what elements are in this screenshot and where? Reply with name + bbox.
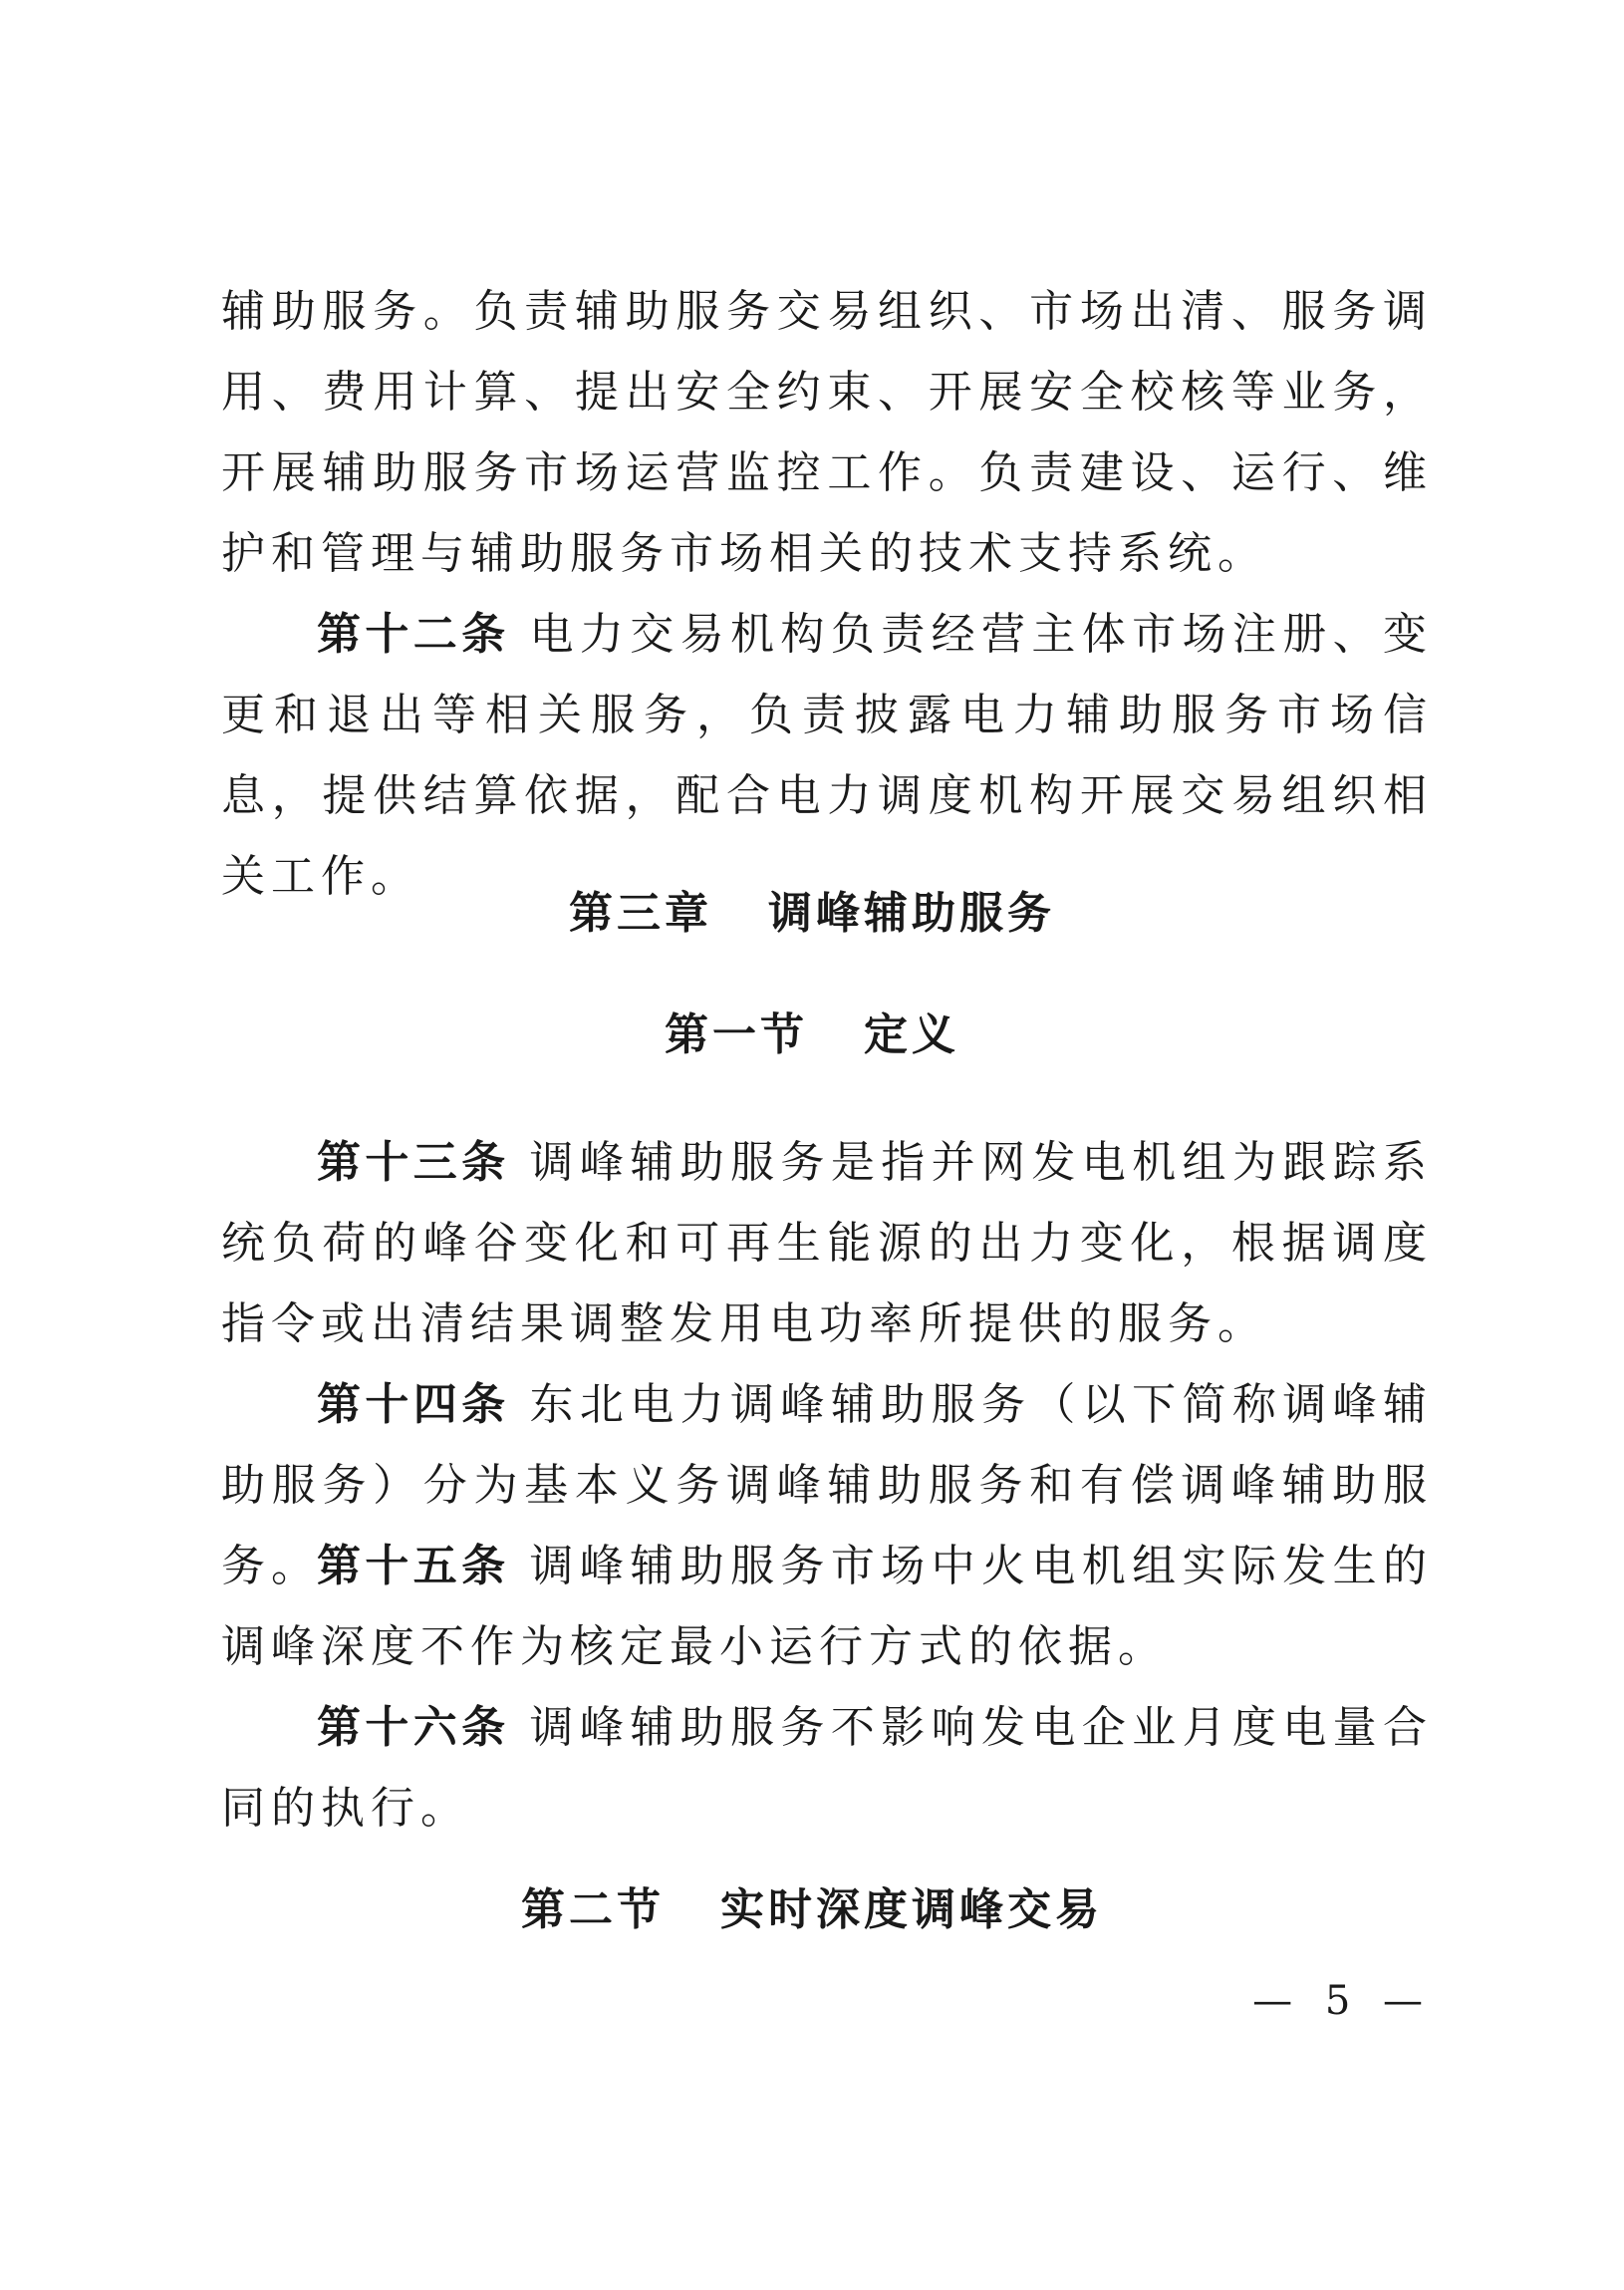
section-title: 定义 — [864, 1009, 959, 1060]
article-text: 调峰辅助服务不影响发电企业月度电量合同的执行。 — [221, 1702, 1434, 1834]
article-number: 第十四条 — [317, 1379, 510, 1430]
article-text: 调峰辅助服务市场中火电机组实际发生的调峰深度不作为核定最小运行方式的依据。 — [221, 1541, 1434, 1672]
article-text: 电力交易机构负责经营主体市场注册、变更和退出等相关服务，负责披露电力辅助服务市场信息，提供结算依据，配合电力调度机构开展交易组织相关工作。 — [221, 609, 1434, 902]
section-number: 第一节 — [665, 1009, 808, 1060]
chapter-title: 调峰辅助服务 — [768, 888, 1055, 939]
chapter-number: 第三章 — [569, 888, 712, 939]
chapter-heading — [0, 877, 1624, 941]
article-13 — [221, 1122, 1433, 1364]
article-number: 第十六条 — [317, 1702, 510, 1753]
paragraph-continuation — [221, 271, 1433, 594]
section-title: 实时深度调峰交易 — [720, 1884, 1103, 1935]
article-number: 第十五条 — [317, 1541, 510, 1591]
article-text: 东北电力调峰辅助服务（以下简称调峰辅助服务）分为基本义务调峰辅助服务和有偿调峰辅助服务。 — [221, 1379, 1434, 1591]
paragraph-text: 辅助服务。负责辅助服务交易组织、市场出清、服务调用、费用计算、提出安全约束、开展安全校核等业务，开展辅助服务市场运营监控工作。负责建设、运行、维护和管理与辅助服务市场相关的技术支持系统。 — [221, 286, 1433, 579]
article-12 — [221, 594, 1433, 917]
article-15 — [221, 1526, 1433, 1687]
article-16 — [221, 1687, 1433, 1849]
article-number: 第十二条 — [317, 609, 510, 660]
section-number: 第二节 — [521, 1884, 665, 1935]
section-heading-1 — [0, 999, 1624, 1062]
section-heading-2 — [0, 1873, 1624, 1937]
article-number: 第十三条 — [317, 1137, 510, 1188]
page-number: — 5 — — [1252, 1978, 1433, 2024]
article-text: 调峰辅助服务是指并网发电机组为跟踪系统负荷的峰谷变化和可再生能源的出力变化，根据调度指令或出清结果调整发用电功率所提供的服务。 — [221, 1137, 1434, 1349]
